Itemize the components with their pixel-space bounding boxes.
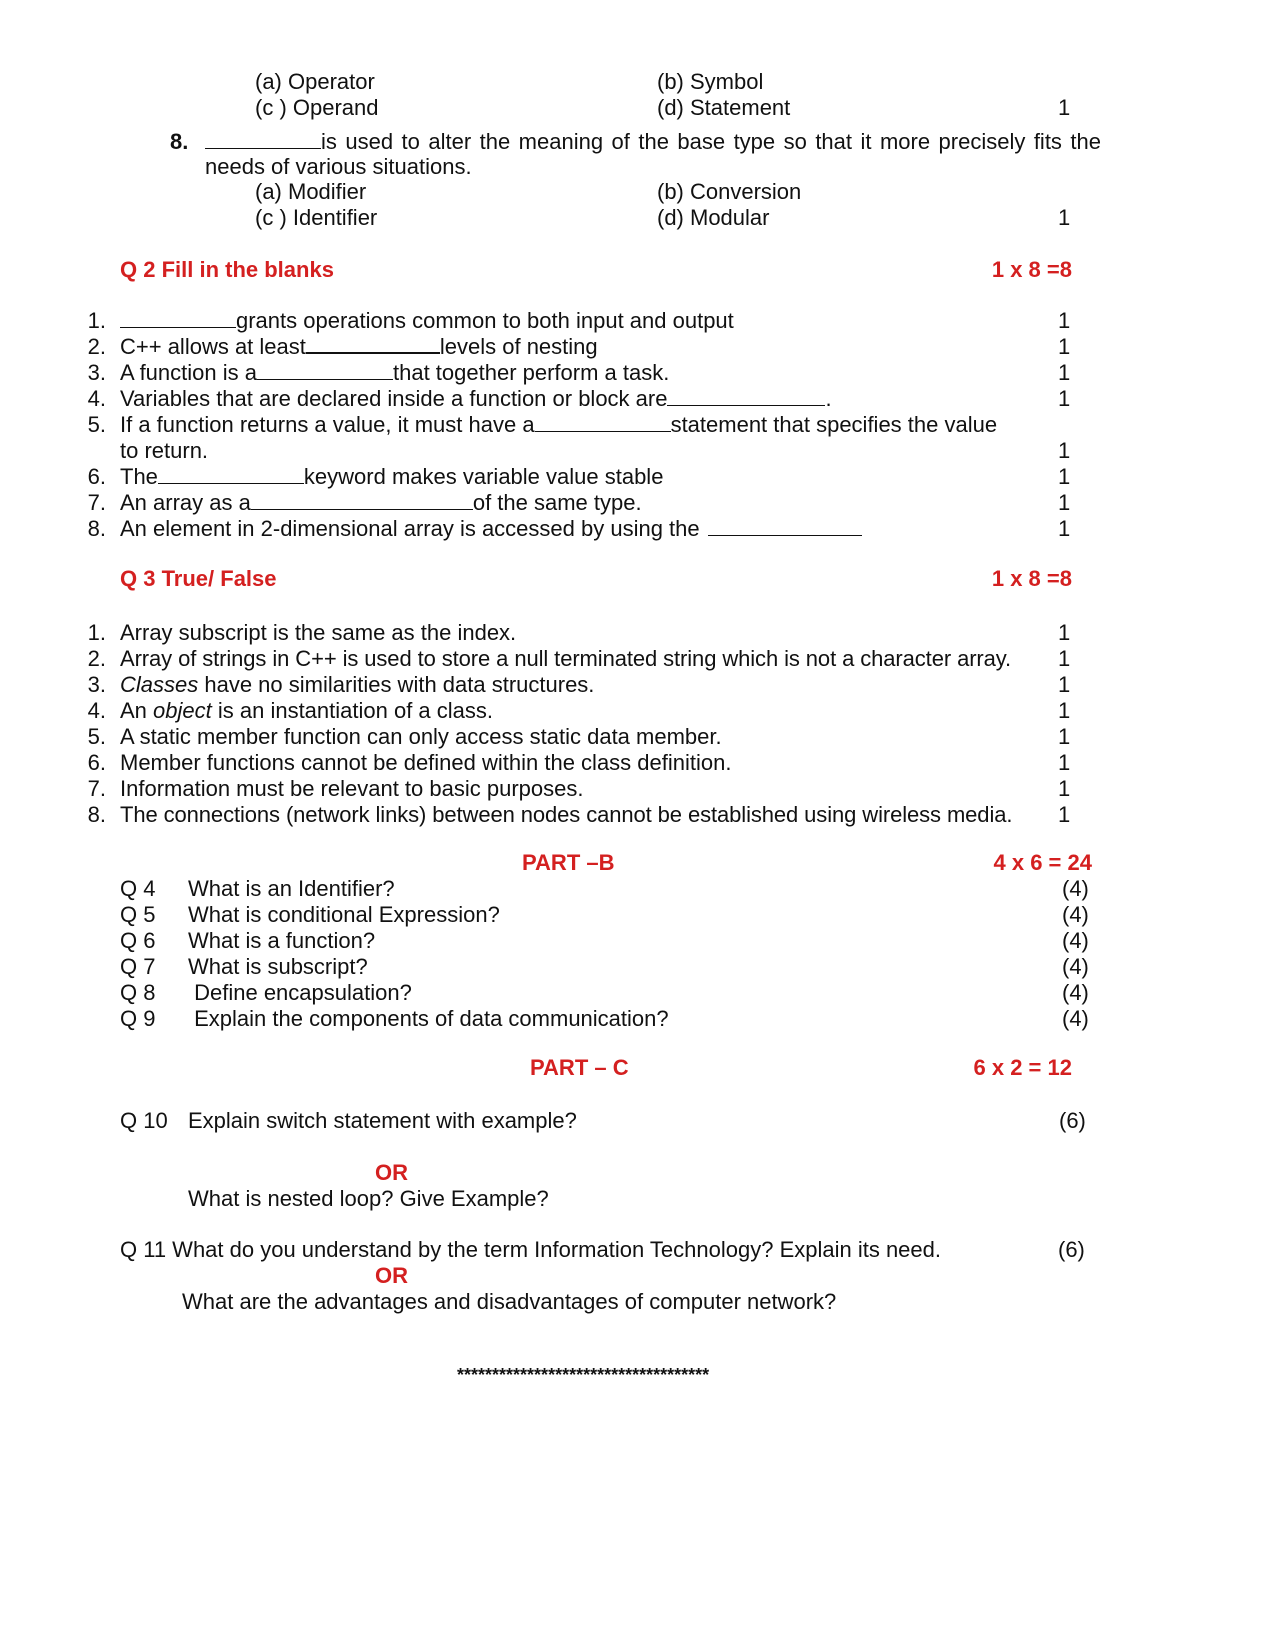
q8-option-c: (c ) Identifier	[255, 205, 378, 230]
q3-item-number: 5.	[87, 724, 106, 749]
q2-item-mark: 1	[1058, 308, 1071, 333]
part-b-question: What is a function?	[188, 928, 376, 953]
q2-item-number: 8.	[87, 516, 106, 541]
part-b-marks: 4 x 6 = 24	[993, 850, 1092, 875]
q11-or: OR	[375, 1263, 408, 1288]
q10-question: Explain switch statement with example?	[188, 1108, 577, 1133]
q2-blank	[120, 309, 236, 328]
q2-blank	[251, 491, 473, 510]
q3-item-mark: 1	[1058, 724, 1071, 749]
q7-option-d: (d) Statement	[657, 95, 791, 120]
part-b-q-label: Q 4	[120, 876, 156, 901]
q3-item-number: 7.	[87, 776, 106, 801]
q2-item-number: 6.	[87, 464, 106, 489]
q3-item-2: Array of strings in C++ is used to store a null terminated string which is not a character array.	[120, 646, 1012, 671]
q2-item-8: An element in 2-dimensional array is accessed by using the	[120, 516, 862, 542]
q2-marks: 1 x 8 =8	[991, 257, 1072, 282]
q3-item-mark: 1	[1058, 802, 1071, 827]
q3-item-mark: 1	[1058, 698, 1071, 723]
q3-item-8: The connections (network links) between nodes cannot be established using wireless media.	[120, 802, 1013, 827]
q3-item-number: 4.	[87, 698, 106, 723]
q10-label: Q 10	[120, 1108, 168, 1133]
part-b-q-label: Q 9	[120, 1006, 156, 1031]
q3-item-number: 2.	[87, 646, 106, 671]
q7-option-b: (b) Symbol	[657, 69, 764, 94]
part-b-q-label: Q 7	[120, 954, 156, 979]
q2-title: Q 2 Fill in the blanks	[120, 257, 334, 282]
q2-item-mark: 1	[1058, 334, 1071, 359]
q8-option-d: (d) Modular	[657, 205, 770, 230]
q3-marks: 1 x 8 =8	[991, 566, 1072, 591]
q3-item-number: 6.	[87, 750, 106, 775]
q2-item-3: A function is a that together perform a task.	[120, 360, 670, 385]
q2-blank	[667, 387, 825, 406]
q2-blank	[306, 334, 440, 354]
q2-item-mark: 1	[1058, 464, 1071, 489]
q3-item-number: 1.	[87, 620, 106, 645]
part-b-mark: (4)	[1062, 928, 1089, 953]
q8-number: 8.	[170, 129, 189, 154]
part-b-question: Define encapsulation?	[188, 980, 412, 1005]
q2-blank	[535, 413, 671, 432]
q2-item-mark: 1	[1058, 360, 1071, 385]
part-b-question: What is an Identifier?	[188, 876, 395, 901]
q2-item-6: The keyword makes variable value stable	[120, 464, 664, 489]
q3-item-number: 3.	[87, 672, 106, 697]
q2-blank	[158, 465, 304, 484]
part-b-mark: (4)	[1062, 1006, 1089, 1031]
part-b-q-label: Q 8	[120, 980, 156, 1005]
q2-item-number: 5.	[87, 412, 106, 437]
q2-item-number: 3.	[87, 360, 106, 385]
q3-item-number: 8.	[87, 802, 106, 827]
q2-item-mark: 1	[1058, 386, 1071, 411]
q3-item-1: Array subscript is the same as the index.	[120, 620, 517, 645]
q8-line2: needs of various situations.	[205, 154, 472, 179]
part-b-question: What is subscript?	[188, 954, 368, 979]
q2-item-2: C++ allows at least levels of nesting	[120, 334, 598, 359]
part-b-question: What is conditional Expression?	[188, 902, 500, 927]
q2-blank	[708, 517, 862, 536]
part-b-q-label: Q 6	[120, 928, 156, 953]
q2-item-4: Variables that are declared inside a function or block are .	[120, 386, 832, 411]
q10-alt-question: What is nested loop? Give Example?	[188, 1186, 549, 1211]
part-b-mark: (4)	[1062, 954, 1089, 979]
q3-title: Q 3 True/ False	[120, 566, 277, 591]
part-b-mark: (4)	[1062, 902, 1089, 927]
q2-item-mark: 1	[1058, 438, 1071, 463]
q3-item-7: Information must be relevant to basic purposes.	[120, 776, 584, 801]
q3-item-6: Member functions cannot be defined within the class definition.	[120, 750, 732, 775]
q3-item-3: Classes have no similarities with data structures.	[120, 672, 595, 697]
q3-item-mark: 1	[1058, 646, 1071, 671]
q11-question: Q 11 What do you understand by the term Information Technology? Explain its need.	[120, 1237, 942, 1262]
q2-blank	[257, 361, 393, 380]
part-b-mark: (4)	[1062, 876, 1089, 901]
q2-item-5-cont: to return.	[120, 438, 209, 463]
end-of-paper-stars: ************************************	[457, 1365, 710, 1385]
q8-option-b: (b) Conversion	[657, 179, 802, 204]
q7-mark: 1	[1058, 95, 1071, 120]
part-b-question: Explain the components of data communication?	[188, 1006, 669, 1031]
q3-item-mark: 1	[1058, 776, 1071, 801]
q2-item-5: If a function returns a value, it must have a statement that specifies the value	[120, 412, 998, 437]
q8-text-line1: is used to alter the meaning of the base type so that it more precisely fits the	[321, 129, 1101, 154]
q3-item-mark: 1	[1058, 750, 1071, 775]
q10-mark: (6)	[1059, 1108, 1086, 1133]
q3-item-mark: 1	[1058, 620, 1071, 645]
q3-item-4: An object is an instantiation of a class.	[120, 698, 494, 723]
q2-item-7: An array as a of the same type.	[120, 490, 642, 515]
q3-item-mark: 1	[1058, 672, 1071, 697]
q7-option-c: (c ) Operand	[255, 95, 379, 120]
q3-item-5: A static member function can only access static data member.	[120, 724, 722, 749]
q7-option-a: (a) Operator	[255, 69, 375, 94]
q8-option-a: (a) Modifier	[255, 179, 367, 204]
part-b-title: PART –B	[522, 850, 615, 875]
part-c-title: PART – C	[530, 1055, 629, 1080]
q2-item-1: grants operations common to both input and output	[120, 308, 734, 334]
q2-item-mark: 1	[1058, 516, 1071, 541]
q11-alt-question: What are the advantages and disadvantages of computer network?	[182, 1289, 837, 1314]
q2-item-mark: 1	[1058, 490, 1071, 515]
q8-blank	[205, 130, 321, 149]
part-c-marks: 6 x 2 = 12	[973, 1055, 1072, 1080]
q2-item-number: 7.	[87, 490, 106, 515]
q10-or: OR	[375, 1160, 408, 1185]
q8-line1	[205, 129, 1103, 155]
part-b-mark: (4)	[1062, 980, 1089, 1005]
q2-item-number: 1.	[87, 308, 106, 333]
q2-item-number: 4.	[87, 386, 106, 411]
part-b-q-label: Q 5	[120, 902, 156, 927]
q11-mark: (6)	[1058, 1237, 1085, 1262]
q8-mark: 1	[1058, 205, 1071, 230]
q2-item-number: 2.	[87, 334, 106, 359]
